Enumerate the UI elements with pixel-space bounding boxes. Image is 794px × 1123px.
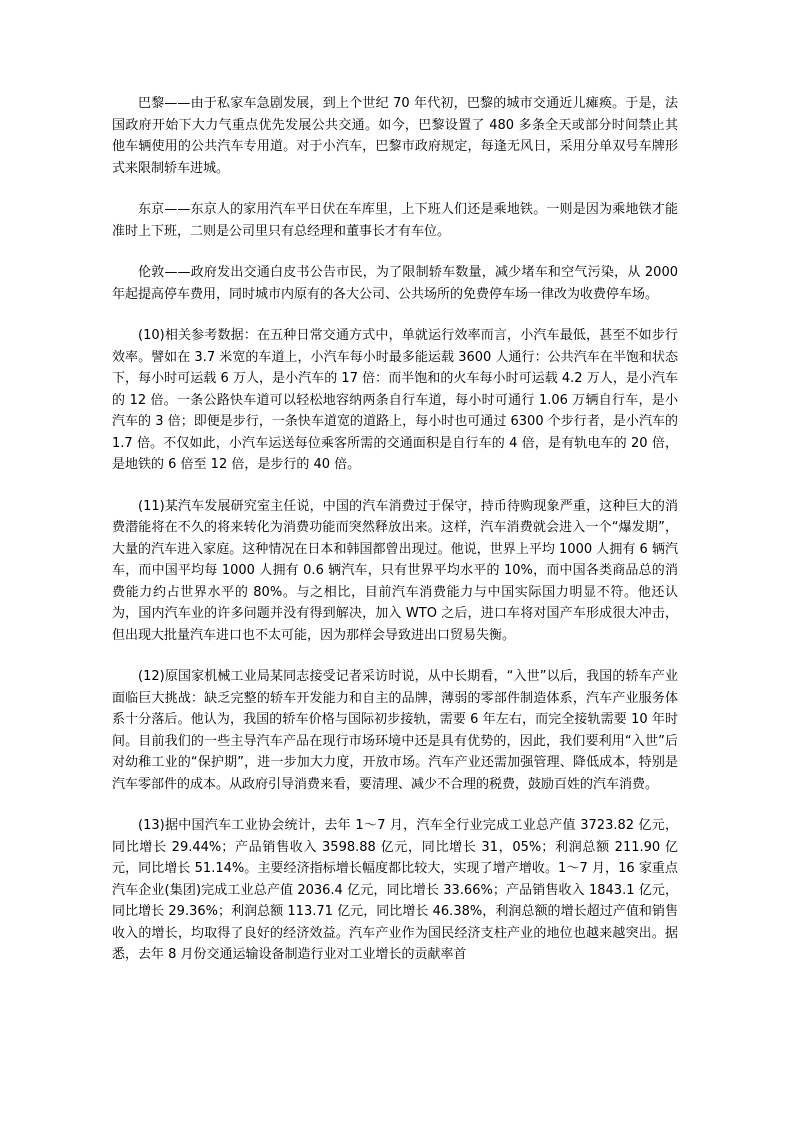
paragraph-11-consumption: (11)某汽车发展研究室主任说，中国的汽车消费过于保守，持币待购现象严重，这种巨大的消费潜能将在不久的将来转化为消费功能而突然释放出来。这样，汽车消费就会进入一个“爆发期”，大量的汽车进入家庭。这种情况在日本和韩国都曾出现过。他说，世界上平均 1000 人拥有 6 辆汽车，而中国平均每 1000 人拥有 0.6 辆汽车，只有世界平均水平的 10%，而中国各类商品总的消费能力约占世界水平的 80%。与之相比，目前汽车消费能力与中国实际国力明显不符。他还认为，国内汽车业的许多问题并没有得到解决，加入 WTO 之后，进口车将对国产车形成很大冲击，但出现大批量汽车进口也不太可能，因为那样会导致进出口贸易失衡。 <box>112 498 678 643</box>
paragraph-london: 伦敦——政府发出交通白皮书公告市民，为了限制轿车数量，减少堵车和空气污染，从 2000 年起提高停车费用，同时城市内原有的各大公司、公共场所的免费停车场一律改为收费停车场。 <box>112 265 678 302</box>
paragraph-paris: 巴黎——由于私家车急剧发展，到上个世纪 70 年代初，巴黎的城市交通近儿瘫痪。于是，法国政府开始下大力气重点优先发展公共交通。如今，巴黎设置了 480 多条全天或部分时间禁止其他车辆使用的公共汽车专用道。对于小汽车，巴黎市政府规定，每逢无风日，采用分单双号车牌形式来限制轿车进城。 <box>112 96 678 176</box>
paragraph-10-reference-data: (10)相关参考数据：在五种日常交通方式中，单就运行效率而言，小汽车最低，甚至不如步行效率。譬如在 3.7 米宽的车道上，小汽车每小时最多能运载 3600 人通行：公共汽车在半饱和状态下，每小时可运载 6 万人，是小汽车的 17 倍：而半饱和的火车每小时可运载 4.2 万人，是小汽车的 12 倍。一条公路快车道可以轻松地容纳两条自行车道，每小时可通行 1.06 万辆自行车，是小汽车的 3 倍；即便是步行，一条快车道宽的道路上，每小时也可通过 6300 个步行者，是小汽车的 1.7 倍。不仅如此，小汽车运送每位乘客所需的交通面积是自行车的 4 倍，是有轨电车的 20 倍，是地铁的 6 倍至 12 倍，是步行的 40 倍。 <box>112 328 678 472</box>
paragraph-13-industry-statistics: (13)据中国汽车工业协会统计，去年 1～7 月，汽车全行业完成工业总产值 3723.82 亿元，同比增长 29.44%；产品销售收入 3598.88 亿元，同比增长 31，05%；利润总额 211.90 亿元，同比增长 51.14%。主要经济指标增长幅度都比较大，实现了增产增收。1～7 月，16 家重点汽车企业(集团)完成工业总产值 2036.4 亿元，同比增长 33.66%；产品销售收入 1843.1 亿元，同比增长 29.36%；利润总额 113.71 亿元，同比增长 46.38%，利润总额的增长超过产值和销售收入的增长，均取得了良好的经济效益。汽车产业作为国民经济支柱产业的地位也越来越突出。据悉，去年 8 月份交通运输设备制造行业对工业增长的贡献率首 <box>112 818 678 962</box>
paragraph-12-wto-challenges: (12)原国家机械工业局某同志接受记者采访时说，从中长期看，“入世”以后，我国的轿车产业面临巨大挑战：缺乏完整的轿车开发能力和自主的品牌，薄弱的零部件制造体系，汽车产业服务体系十分落后。他认为，我国的轿车价格与国际初步接轨，需要 6 年左右，而完全接轨需要 10 年时间。目前我们的一些主导汽车产品在现行市场环境中还是具有优势的，因此，我们要利用“入世”后对幼稚工业的“保护期”，进一步加大力度，开放市场。汽车产业还需加强管理、降低成本，特别是汽车零部件的成本。从政府引导消费来看，要清理、减少不合理的税费，鼓励百姓的汽车消费。 <box>112 669 678 792</box>
document-body <box>112 93 678 966</box>
paragraph-tokyo: 东京——东京人的家用汽车平日伏在车库里，上下班人们还是乘地铁。一则是因为乘地铁才能准时上下班，二则是公司里只有总经理和董事长才有车位。 <box>112 202 678 239</box>
